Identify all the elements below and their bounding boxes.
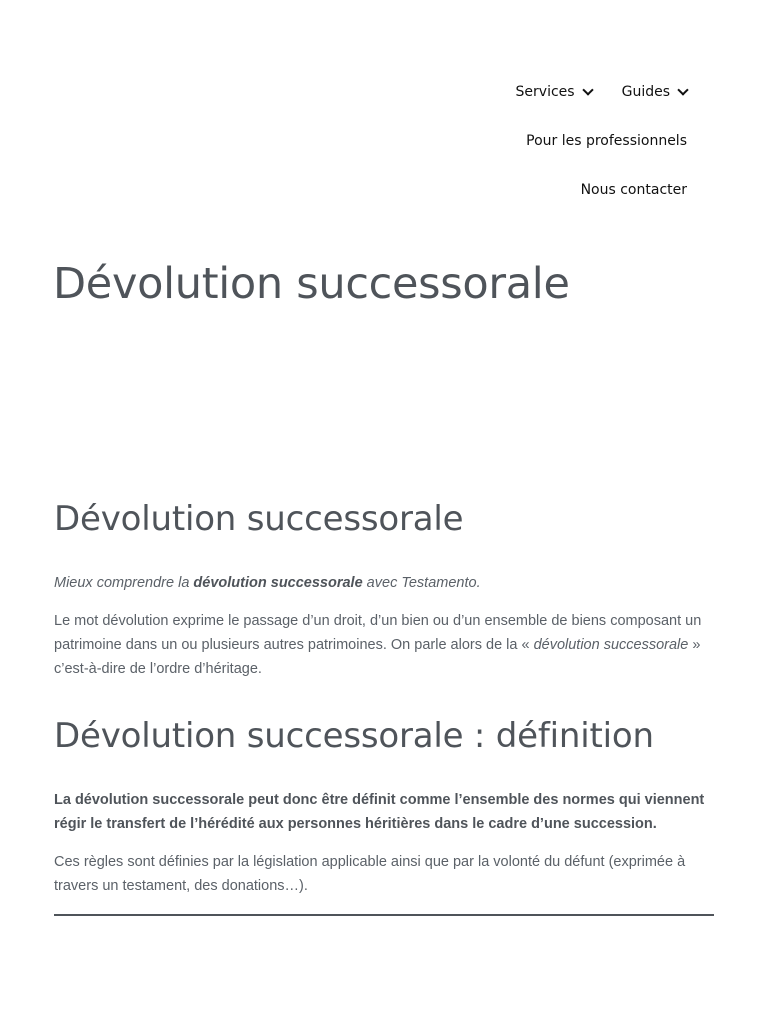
horizontal-divider bbox=[54, 914, 714, 916]
nav-row-pros bbox=[516, 127, 687, 155]
nav-item-guides[interactable] bbox=[622, 84, 687, 100]
section-heading-definition: Dévolution successorale : définition bbox=[54, 716, 654, 756]
page-title: Dévolution successorale bbox=[53, 259, 570, 309]
nav-services-label: Services bbox=[515, 84, 575, 100]
nav-item-services[interactable] bbox=[516, 84, 592, 100]
chevron-down-icon bbox=[677, 84, 688, 95]
nav-row-contact bbox=[516, 176, 687, 204]
intro-text-italic: dévolution successorale bbox=[533, 637, 689, 653]
section-heading-devolution: Dévolution successorale bbox=[54, 499, 464, 539]
intro-text-after: » c’est-à-dire de l’ordre d’héritage. bbox=[54, 637, 701, 677]
intro-paragraph bbox=[54, 609, 714, 681]
nav-row-menus bbox=[516, 78, 687, 106]
lead-suffix: avec Testamento. bbox=[362, 575, 481, 591]
definition-paragraph: La dévolution successorale peut donc être définit comme l’ensemble des normes qui viennent régir le transfert de l’hérédité aux personnes héritières dans le cadre d’une succession. bbox=[54, 792, 705, 832]
nav-guides-label: Guides bbox=[621, 84, 670, 100]
rules-paragraph: Ces règles sont définies par la législation applicable ainsi que par la volonté du défunt (exprimée à travers un testament, des donations…). bbox=[54, 854, 686, 894]
lead-prefix: Mieux comprendre la bbox=[54, 575, 194, 591]
nav-item-contact[interactable]: Nous contacter bbox=[580, 182, 687, 198]
article-content bbox=[54, 496, 714, 916]
chevron-down-icon bbox=[582, 84, 593, 95]
lead-bold: dévolution successorale bbox=[193, 575, 363, 591]
intro-text-before: Le mot dévolution exprime le passage d’un droit, d’un bien ou d’un ensemble de biens composant un patrimoine dans un ou plusieurs autres patrimoines. On parle alors de la « bbox=[54, 613, 702, 653]
nav-item-professionals[interactable]: Pour les professionnels bbox=[526, 133, 687, 149]
main-navigation bbox=[516, 78, 687, 225]
lead-paragraph bbox=[54, 571, 714, 595]
